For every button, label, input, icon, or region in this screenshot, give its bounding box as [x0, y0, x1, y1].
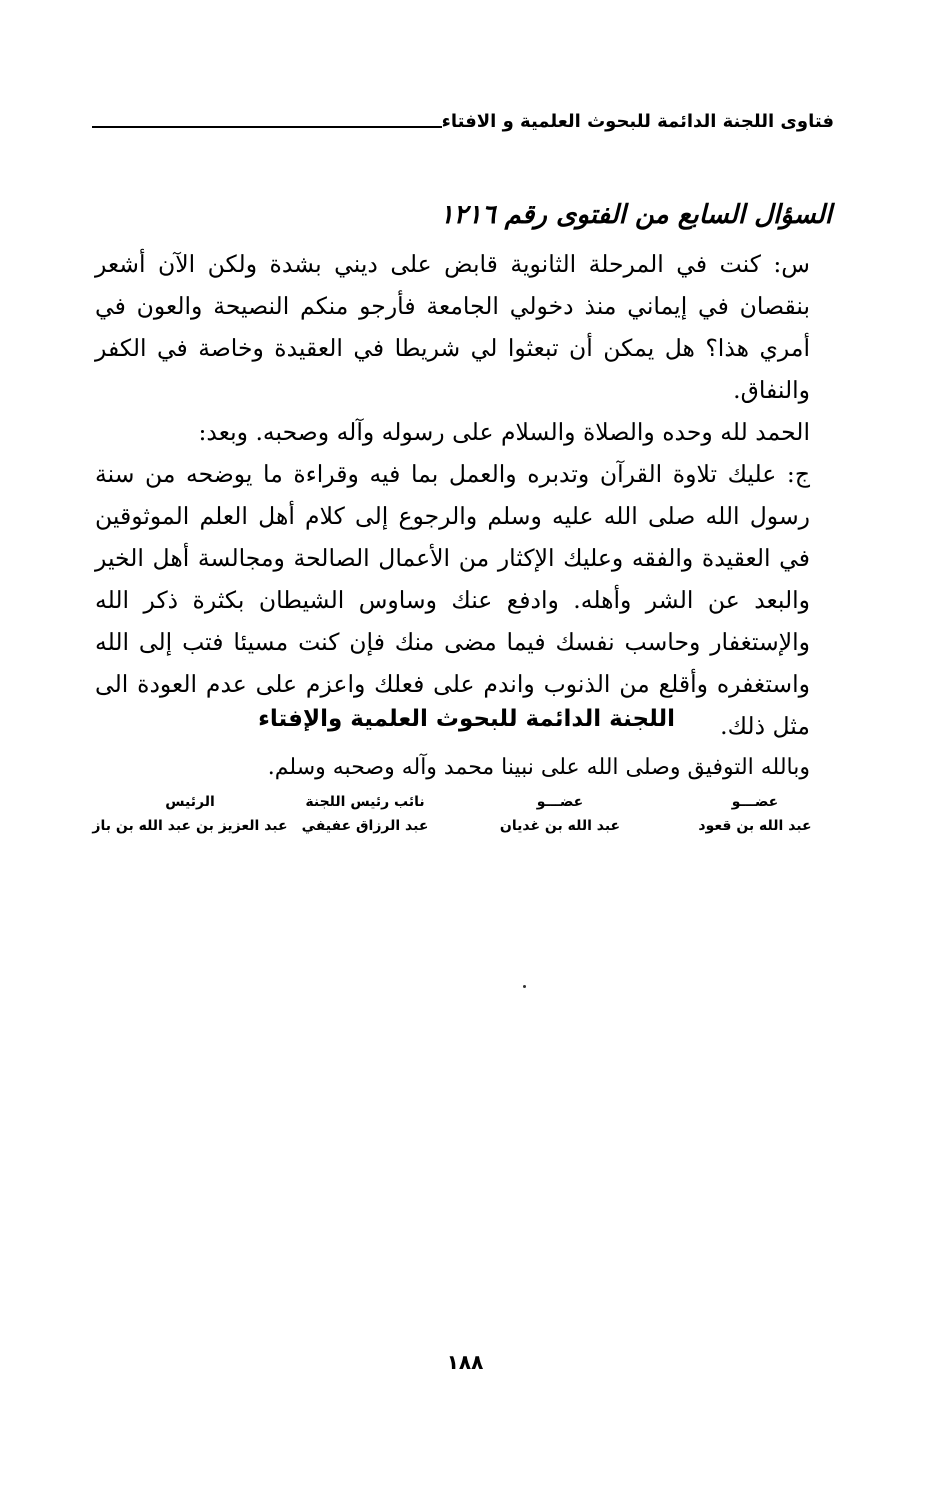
signature-role: عضـــو	[731, 794, 779, 810]
signature-block	[90, 792, 830, 852]
signature-role: عضـــو	[536, 794, 584, 810]
signature-role: نائب رئيس اللجنة	[305, 794, 425, 810]
scan-speck	[523, 985, 526, 988]
signature-name: عبد الرزاق عفيفي	[301, 818, 429, 834]
signature-member-2	[485, 792, 635, 840]
praise-paragraph: الحمد لله وحده والصلاة والسلام على رسوله وآله وصحبه. وبعد:	[198, 418, 810, 446]
signature-role: الرئيس	[165, 794, 215, 810]
committee-name: اللجنة الدائمة للبحوث العلمية والإفتاء	[258, 706, 675, 732]
page-number: ١٨٨	[446, 1350, 484, 1374]
signature-name: عبد الله بن قعود	[698, 818, 812, 834]
signature-deputy-chair	[285, 792, 445, 840]
signature-name: عبد الله بن غديان	[499, 818, 621, 834]
question-paragraph: س: كنت في المرحلة الثانوية قابض على ديني بشدة ولكن الآن أشعر بنقصان في إيماني منذ دخولي الجامعة فأرجو منكم النصيحة والعون في أمري هذا؟ هل يمكن أن تبعثوا لي شريطا في العقيدة وخاصة في الكفر والنفاق.	[95, 250, 810, 404]
question-heading: السؤال السابع من الفتوى رقم ١٢١٦	[439, 200, 832, 230]
running-header-title: فتاوى اللجنة الدائمة للبحوث العلمية و الافتاء	[441, 111, 834, 132]
signature-name: عبد العزيز بن عبد الله بن باز	[92, 818, 288, 834]
signature-chair	[90, 792, 290, 840]
closing-line: وبالله التوفيق وصلى الله على نبينا محمد وآله وصحبه وسلم.	[267, 755, 810, 780]
running-header	[92, 92, 834, 132]
answer-paragraph: ج: عليك تلاوة القرآن وتدبره والعمل بما فيه وقراءة ما يوضحه من سنة رسول الله صلى الله عليه وسلم والرجوع إلى كلام أهل العلم الموثوقين في العقيدة والفقه وعليك الإكثار من الأعمال الصالحة ومجالسة أهل الخير والبعد عن الشر وأهله. وادفع عنك وساوس الشيطان بكثرة ذكر الله والإستغفار وحاسب نفسك فيما مضى منك فإن كنت مسيئا فتب إلى الله واستغفره وأقلع من الذنوب واندم على فعلك واعزم على عدم العودة الى مثل ذلك.	[95, 460, 810, 740]
header-rule	[92, 126, 442, 128]
signature-member-1	[680, 792, 830, 840]
